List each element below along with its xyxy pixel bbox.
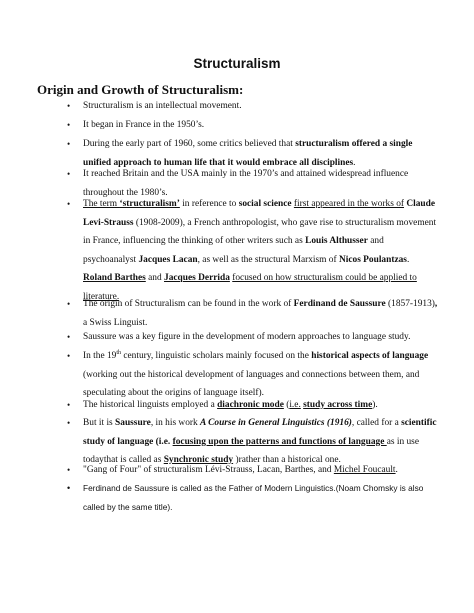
text-run: first appeared in the works of — [293, 199, 405, 209]
bullet-item — [83, 195, 438, 306]
text-run: But it is — [83, 418, 116, 428]
text-run: . — [353, 157, 356, 168]
text-run: It began in France in the 1950’s. — [83, 120, 205, 130]
text-run: In the 19 — [83, 351, 117, 361]
text-run: diachronic mode — [217, 400, 284, 410]
text-run: century, linguistic scholars mainly focused on the — [121, 351, 312, 361]
text-run: in reference to — [179, 199, 239, 209]
text-run: Roland Barthes — [83, 273, 146, 283]
text-run: and psychoanalyst — [83, 236, 384, 265]
text-run: , as well as the structural Marxism of — [197, 254, 339, 265]
bullet-item — [83, 295, 438, 332]
item-text — [83, 465, 398, 475]
text-run: Jacques Lacan — [138, 254, 198, 265]
text-run: Louis Althusser — [305, 236, 368, 246]
text-run: th — [116, 349, 121, 356]
text-run: (working out the historical development of languages and connections between them, and speculating about the origins of language itself). — [83, 369, 420, 398]
section-heading: Origin and Growth of Structuralism: — [37, 82, 244, 97]
text-run: Ferdinand de Saussure is called as the Father of Modern Linguistics.(Noam Chomsky is also called by the same title). — [83, 483, 424, 512]
text-run: Synchronic study — [163, 455, 234, 465]
item-text — [83, 418, 437, 465]
text-run: During the early part of 1960, some critics believed that — [83, 139, 296, 149]
text-run: . — [406, 254, 410, 265]
item-text — [83, 120, 204, 130]
text-run: historical aspects of language — [311, 351, 429, 361]
text-run: a Swiss Linguist. — [83, 317, 148, 328]
bullet-item — [83, 396, 438, 415]
text-run: , in his work — [150, 418, 201, 428]
item-text — [83, 169, 408, 198]
text-run: scientific study of language (i.e. — [83, 418, 437, 447]
text-run: Ferdinand de Saussure — [293, 299, 386, 309]
text-run: . — [395, 465, 398, 475]
text-run: , — [434, 299, 438, 309]
page-title: Structuralism — [193, 56, 281, 71]
item-text — [83, 332, 410, 342]
text-run: study across time — [303, 400, 373, 410]
item-text — [83, 199, 436, 302]
text-run: Structuralism is an intellectual movement. — [83, 101, 242, 111]
item-text — [83, 483, 423, 512]
text-run: Jacques Derrida — [164, 273, 230, 283]
text-run: structuralism offered a single unified approach to human life that it would embrace all disciplines — [83, 139, 413, 168]
text-run: i.e. — [289, 400, 301, 410]
text-run: ( — [283, 400, 290, 410]
text-run: Saussure — [115, 418, 151, 428]
bullet-item — [83, 347, 438, 403]
text-run: The term — [83, 199, 120, 209]
text-run: )rather than a historical one. — [233, 455, 341, 465]
text-run: ‘structuralism’ — [119, 199, 180, 209]
text-run: (1908-2009), a French anthropologist, who gave rise to structuralism movement in France, influencing the thinking of other writers such as — [83, 217, 437, 246]
text-run: , called for a — [351, 418, 402, 428]
text-run: Nicos Poulantzas — [338, 254, 407, 265]
text-run: social science — [238, 199, 292, 209]
text-run: Claude Levi-Strauss — [83, 199, 436, 228]
text-run: The origin of Structuralism can be found in the work of — [83, 299, 294, 309]
text-run: Michel Foucault — [333, 465, 396, 475]
item-text — [83, 400, 378, 410]
item-text — [83, 101, 242, 111]
item-text — [83, 299, 437, 328]
bullet-item — [83, 97, 438, 116]
item-text — [83, 351, 428, 398]
text-run: focusing upon the patterns and functions of language — [172, 436, 387, 447]
text-run: as in use todaythat is called as — [83, 436, 419, 465]
bullet-item — [83, 116, 438, 135]
text-run: ). — [372, 400, 378, 410]
text-run: The historical linguists employed a — [83, 400, 218, 410]
text-run: (1857-1913) — [385, 299, 435, 309]
text-run: Saussure was a key figure in the development of modern approaches to language study. — [83, 332, 411, 342]
text-run: "Gang of Four" of structuralism Lévi-Strauss, Lacan, Barthes, and — [83, 465, 334, 475]
text-run: focused on how structuralism could be applied to literature. — [83, 273, 417, 302]
text-run: A Course in General Linguistics (1916) — [200, 418, 352, 428]
text-run: It reached Britain and the USA mainly in the 1970’s and attained widespread influence throughout the 1980’s. — [83, 169, 409, 198]
bullet-item — [83, 479, 438, 516]
item-text — [83, 139, 412, 168]
bullet-item — [83, 461, 438, 480]
bullet-item — [83, 328, 438, 347]
text-run: and — [145, 273, 165, 283]
